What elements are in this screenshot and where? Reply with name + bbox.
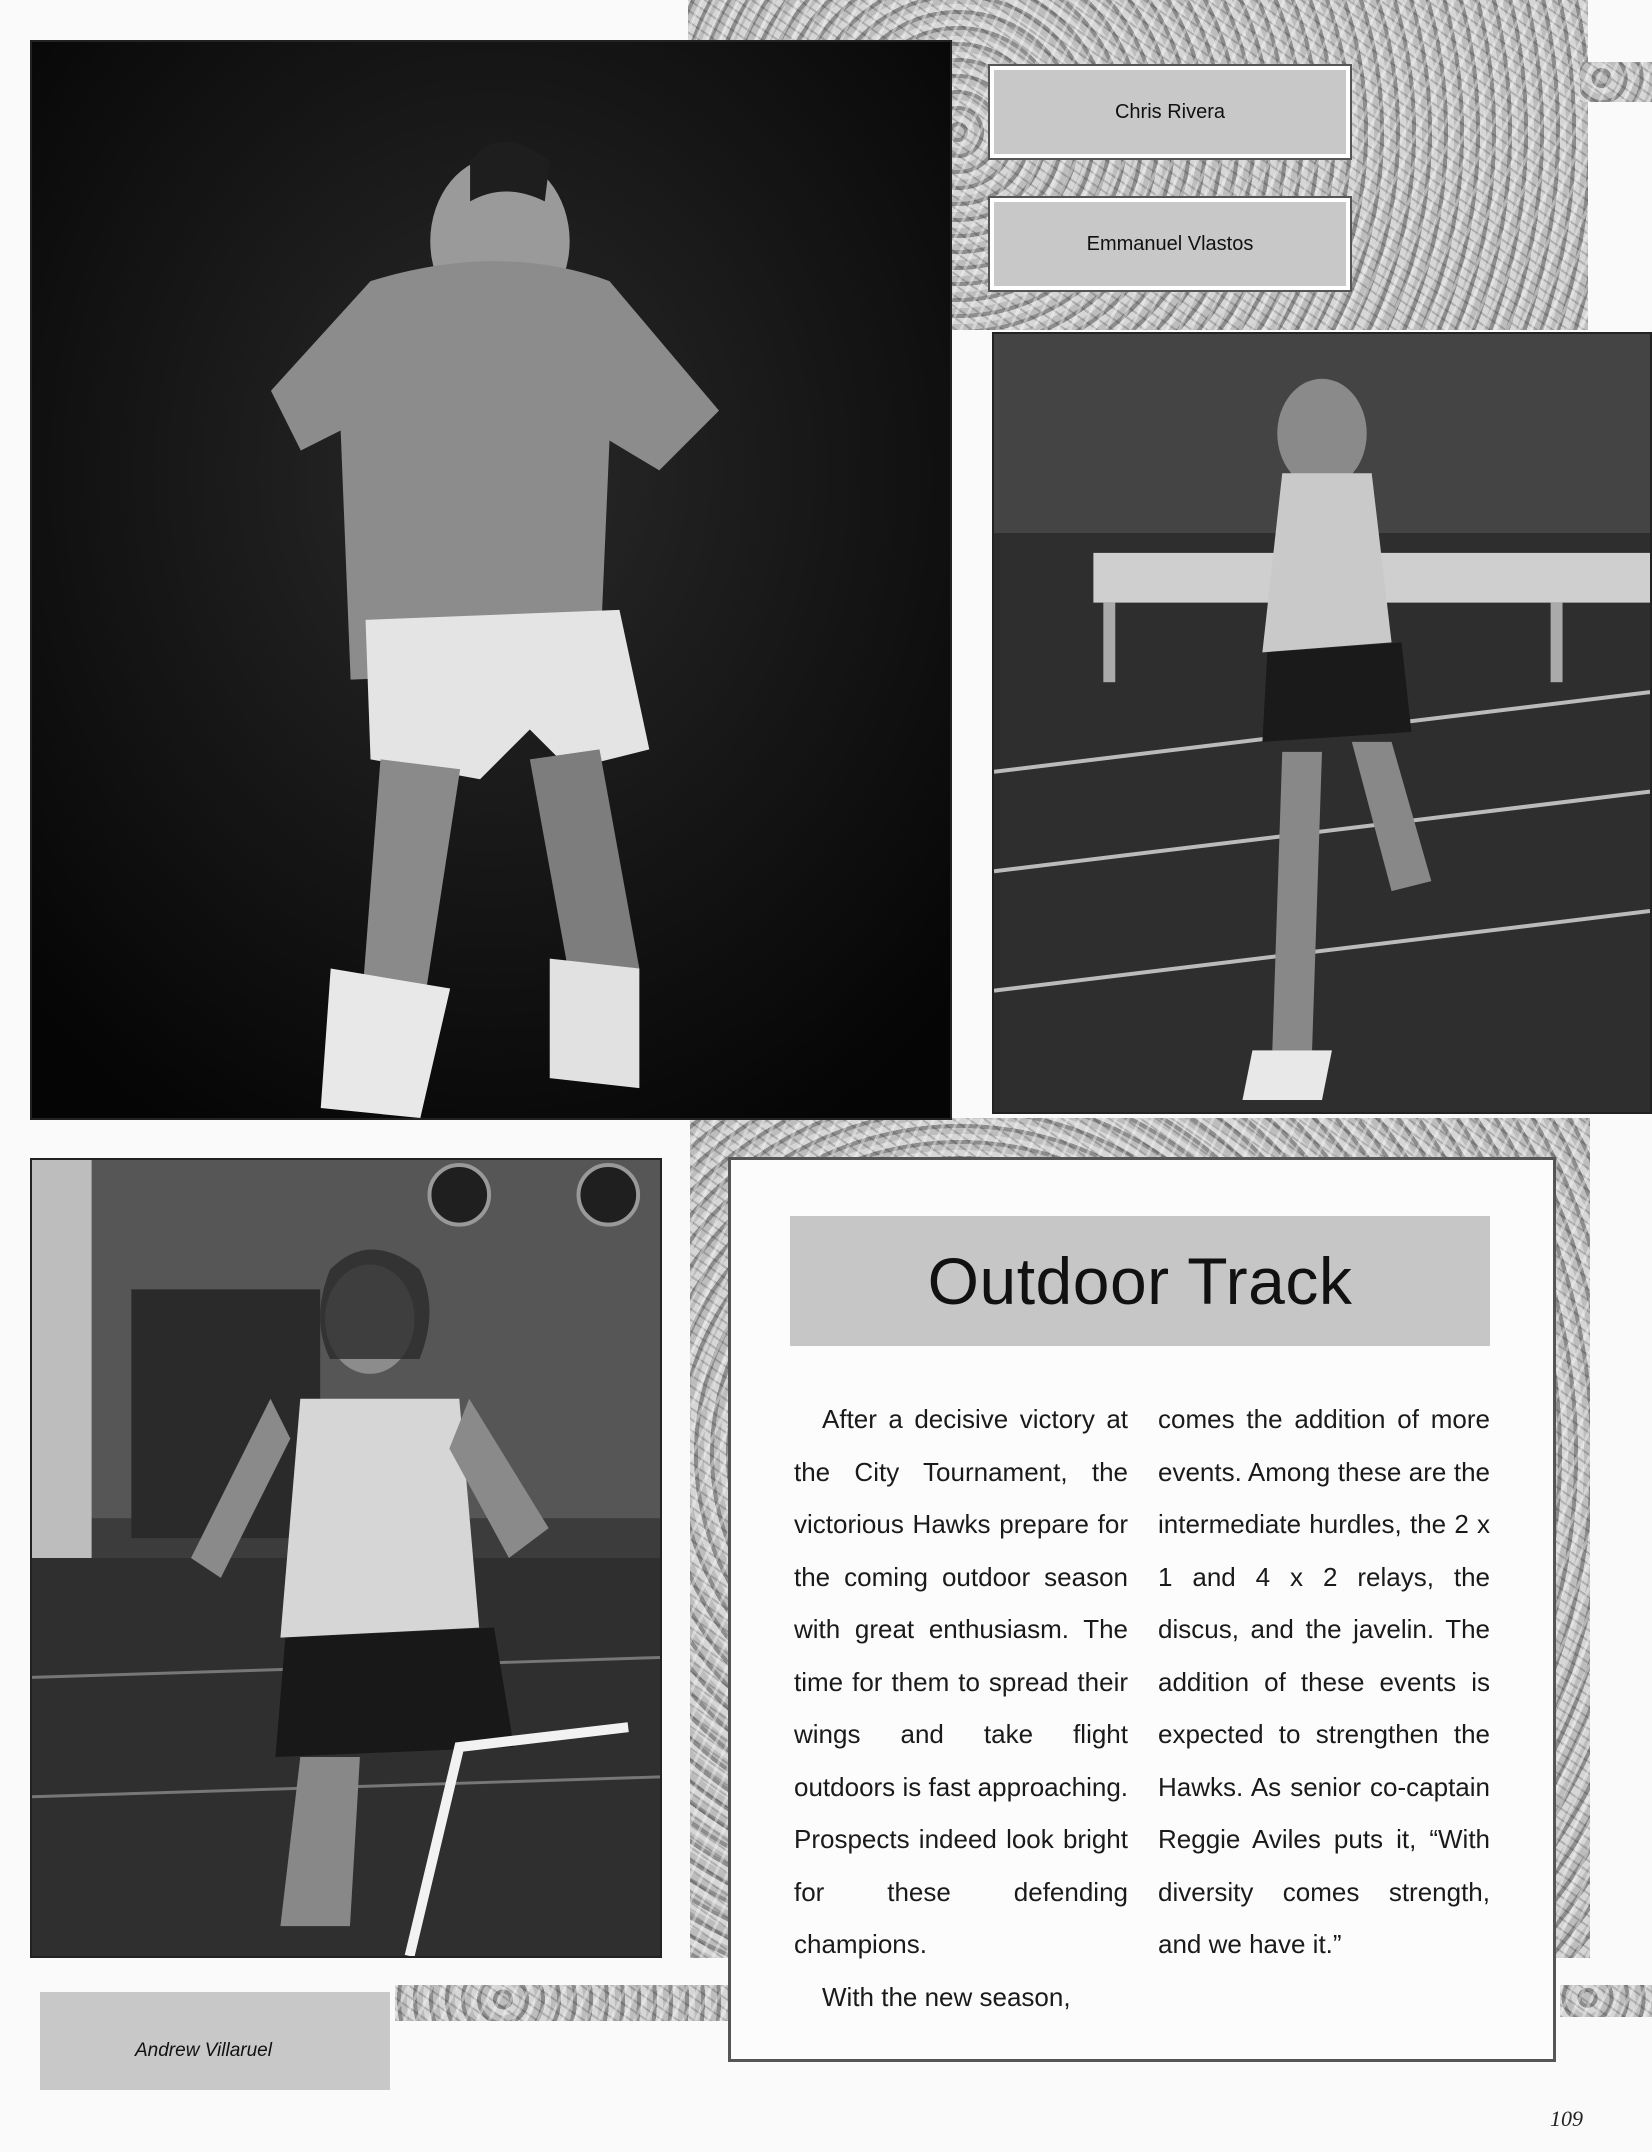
- photo-runner-tshirt: [30, 40, 952, 1120]
- page-number: 109: [1550, 2106, 1583, 2131]
- caption-andrew-villaruel-text: Andrew Villaruel: [135, 2040, 272, 2061]
- runner-finish-tape-illustration: [32, 1160, 660, 1956]
- article-paragraph-1: After a decisive victory at the City Tournament, the victorious Hawks prepare for the coming outdoor season with great enthusiasm. The time for them to spread their wings and take flight outdoors is fast approaching. Prospects indeed look bright for these defending champions.: [794, 1404, 1128, 1959]
- caption-chris-rivera-text: Chris Rivera: [1114, 100, 1226, 123]
- marble-strip-bottom: [395, 1985, 755, 2021]
- runner-tshirt-illustration: [32, 42, 950, 1118]
- article-paragraph-3: comes the addition of more events. Among these are the intermediate hurdles, the 2 x 1 and 4 x 2 relays, the discus, and the javelin. The addition of these events is expected to strengthen the Hawks. As senior co-captain Reggie Aviles puts it, “With diversity comes strength, and we have it.”: [1158, 1404, 1490, 1959]
- article-column-1: [794, 1393, 1128, 2023]
- photo-runner-finish-tape: [30, 1158, 662, 1958]
- caption-andrew-villaruel: [40, 1992, 390, 2090]
- article-paragraph-2: With the new season,: [822, 1981, 1071, 2012]
- photo-runner-indoor-track: [992, 332, 1652, 1114]
- marble-tab-right: [1580, 62, 1652, 102]
- article-column-2: [1158, 1393, 1490, 1971]
- caption-emmanuel-vlastos-text: Emmanuel Vlastos: [1086, 232, 1254, 255]
- runner-indoor-track-illustration: [994, 334, 1650, 1112]
- caption-emmanuel-vlastos: [990, 198, 1350, 290]
- article-title-text: Outdoor Track: [927, 1244, 1353, 1318]
- marble-strip-right: [1560, 1985, 1652, 2017]
- caption-chris-rivera: [990, 66, 1350, 158]
- article-title: [790, 1216, 1490, 1346]
